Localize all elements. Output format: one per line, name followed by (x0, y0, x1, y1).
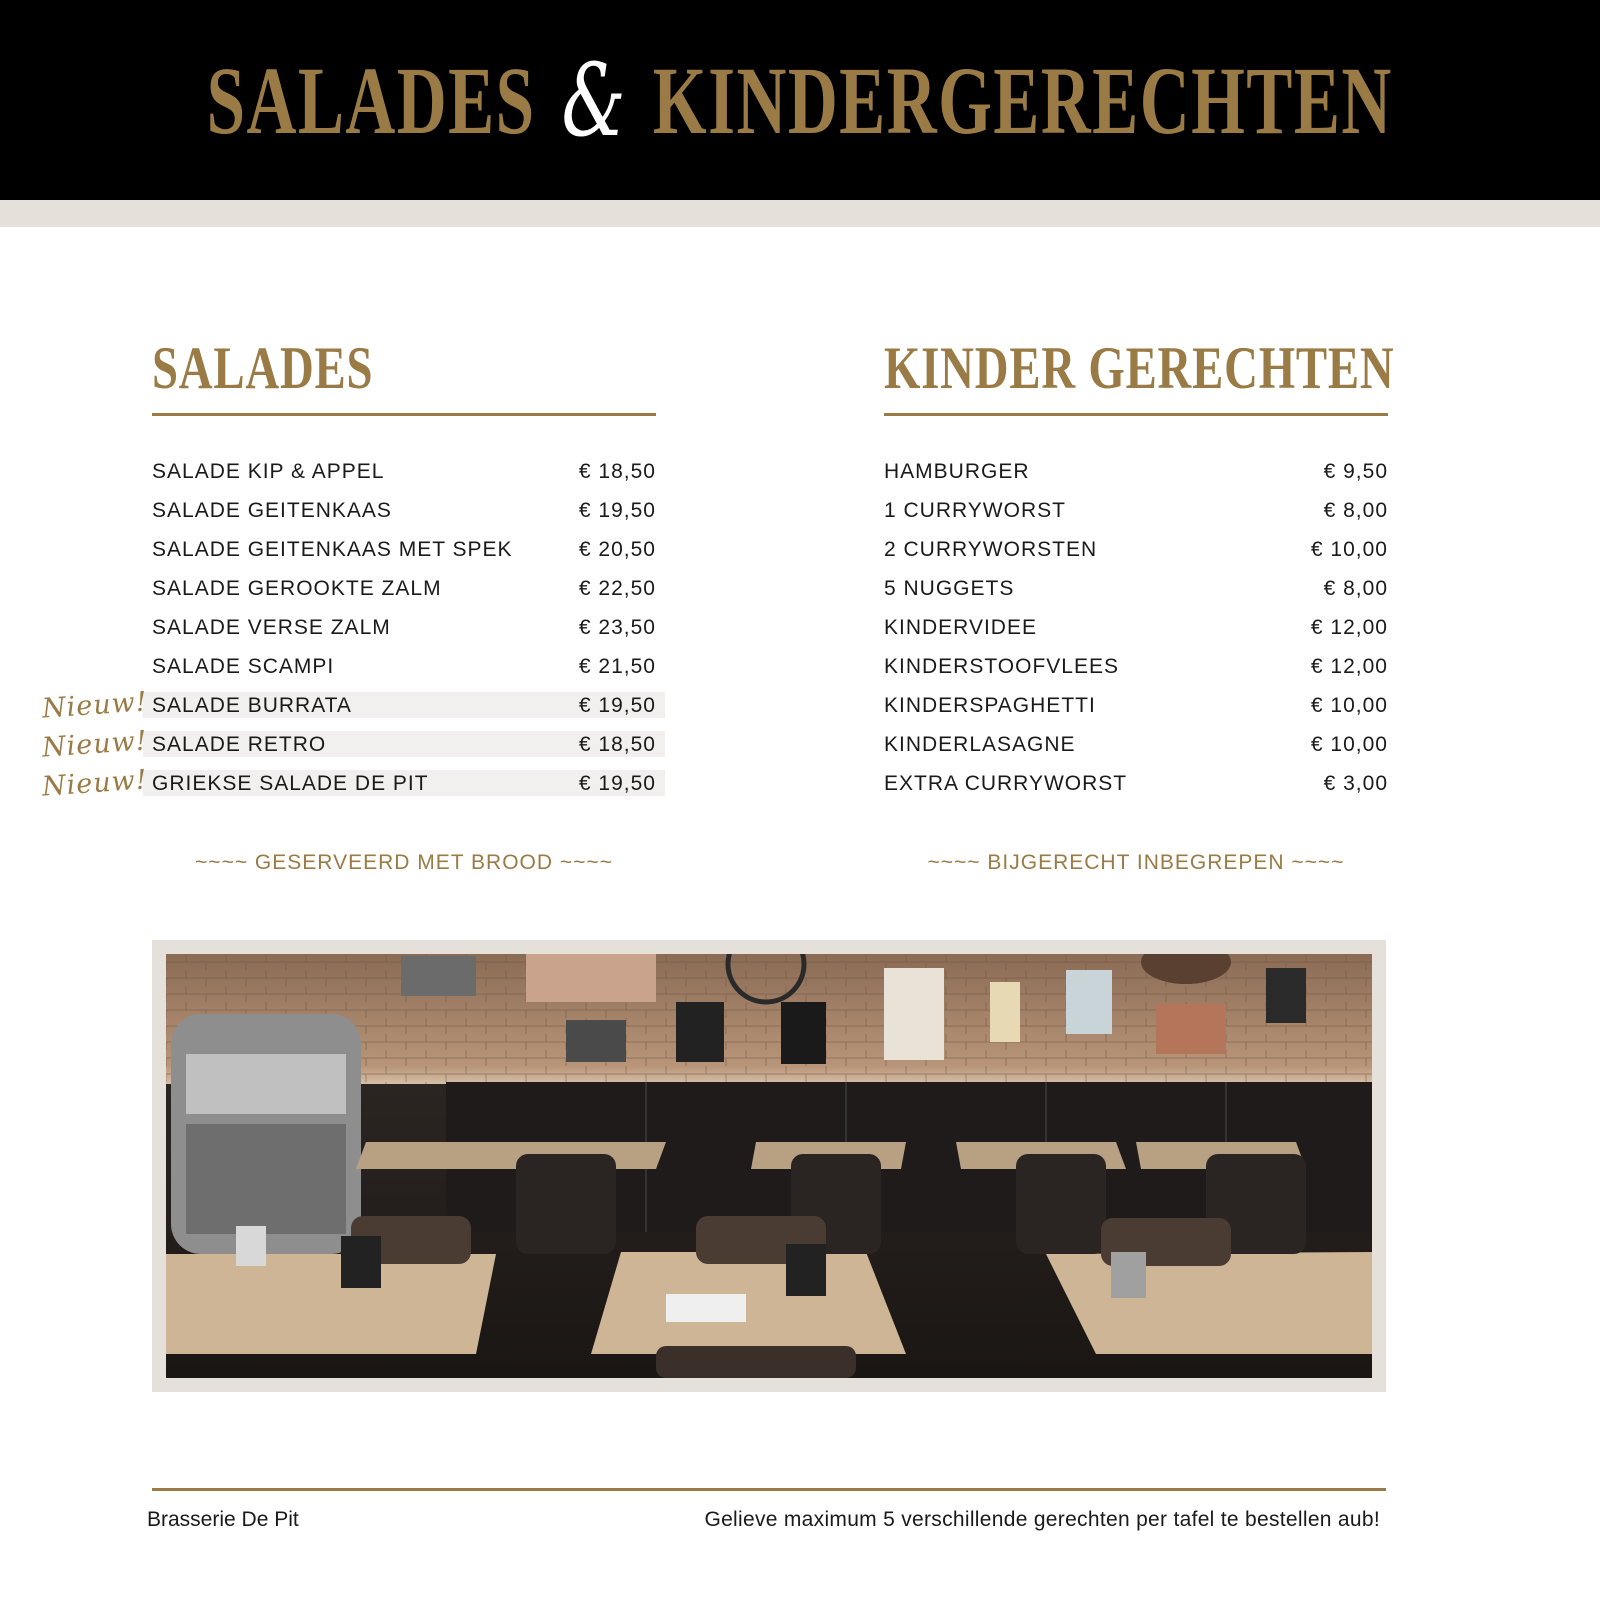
menu-item-name: KINDERSPAGHETTI (884, 694, 1096, 717)
menu-item-price: € 18,50 (578, 733, 656, 756)
menu-item-name: KINDERLASAGNE (884, 733, 1076, 756)
menu-item-price: € 10,00 (1310, 694, 1388, 717)
restaurant-interior-photo (166, 954, 1372, 1378)
title-kindergerechten: KINDERGERECHTEN (653, 46, 1394, 154)
menu-item-name: GRIEKSE SALADE DE PIT (152, 772, 429, 795)
menu-item (152, 530, 656, 569)
salades-note: ~~~~ GESERVEERD MET BROOD ~~~~ (195, 851, 613, 874)
menu-item-name: EXTRA CURRYWORST (884, 772, 1128, 795)
menu-item (884, 647, 1388, 686)
menu-item-price: € 10,00 (1310, 733, 1388, 756)
menu-item-price: € 9,50 (1323, 460, 1388, 483)
menu-item (884, 725, 1388, 764)
kinder-note: ~~~~ BIJGERECHT INBEGREPEN ~~~~ (927, 851, 1345, 874)
menu-item (41, 725, 656, 764)
menu-item-price: € 19,50 (578, 499, 656, 522)
menu-item-price: € 20,50 (578, 538, 656, 561)
footer-notice: Gelieve maximum 5 verschillende gerechten per tafel te bestellen aub! (704, 1508, 1380, 1531)
footer-divider (152, 1488, 1386, 1491)
salades-list (41, 452, 656, 803)
footer-brand: Brasserie De Pit (147, 1508, 299, 1531)
menu-item-name: KINDERSTOOFVLEES (884, 655, 1120, 678)
kinder-section (884, 330, 1395, 875)
menu-item-name: 1 CURRYWORST (884, 499, 1066, 522)
menu-item-price: € 23,50 (578, 616, 656, 639)
title-salades: SALADES (206, 46, 536, 154)
menu-item (884, 686, 1388, 725)
salades-title: SALADES (152, 335, 374, 401)
menu-item (884, 530, 1388, 569)
menu-item-name: SALADE RETRO (152, 733, 327, 756)
menu-item-name: SALADE BURRATA (152, 694, 352, 717)
menu-item (152, 647, 656, 686)
menu-item (41, 686, 656, 725)
menu-item-name: 5 NUGGETS (884, 577, 1015, 600)
menu-item-price: € 22,50 (578, 577, 656, 600)
menu-item (884, 452, 1388, 491)
kinder-divider (884, 413, 1388, 416)
menu-item-name: SALADE VERSE ZALM (152, 616, 391, 639)
menu-item-name: SALADE KIP & APPEL (152, 460, 385, 483)
menu-item-price: € 10,00 (1310, 538, 1388, 561)
menu-item-name: KINDERVIDEE (884, 616, 1037, 639)
menu-item-name: SALADE GEITENKAAS (152, 499, 392, 522)
menu-item-price: € 3,00 (1323, 772, 1388, 795)
menu-item (884, 764, 1388, 803)
menu-item-price: € 18,50 (578, 460, 656, 483)
new-tag: Nieuw! (41, 686, 149, 725)
page-header (0, 0, 1600, 200)
menu-item-price: € 8,00 (1323, 577, 1388, 600)
header-band (0, 200, 1600, 227)
new-tag: Nieuw! (41, 725, 149, 764)
menu-item (152, 491, 656, 530)
menu-item (884, 569, 1388, 608)
menu-item-name: SALADE SCAMPI (152, 655, 335, 678)
menu-item-name: 2 CURRYWORSTEN (884, 538, 1098, 561)
salades-divider (152, 413, 656, 416)
kinder-list (884, 452, 1388, 803)
menu-item-price: € 19,50 (578, 772, 656, 795)
menu-item-price: € 12,00 (1310, 616, 1388, 639)
menu-item (152, 452, 656, 491)
menu-item-price: € 19,50 (578, 694, 656, 717)
restaurant-photo-frame (152, 940, 1386, 1392)
menu-item (41, 764, 656, 803)
new-tag: Nieuw! (41, 764, 149, 803)
menu-item-price: € 12,00 (1310, 655, 1388, 678)
menu-item (152, 569, 656, 608)
menu-item-price: € 21,50 (578, 655, 656, 678)
menu-item-name: SALADE GEROOKTE ZALM (152, 577, 442, 600)
menu-item-name: SALADE GEITENKAAS MET SPEK (152, 538, 513, 561)
title-ampersand: & (561, 41, 628, 159)
salades-section (41, 330, 656, 875)
menu-item-name: HAMBURGER (884, 460, 1030, 483)
menu-item (884, 608, 1388, 647)
page-title (207, 42, 1393, 159)
menu-item (152, 608, 656, 647)
menu-item (884, 491, 1388, 530)
kinder-title: KINDER GERECHTEN (884, 335, 1395, 401)
menu-item-price: € 8,00 (1323, 499, 1388, 522)
